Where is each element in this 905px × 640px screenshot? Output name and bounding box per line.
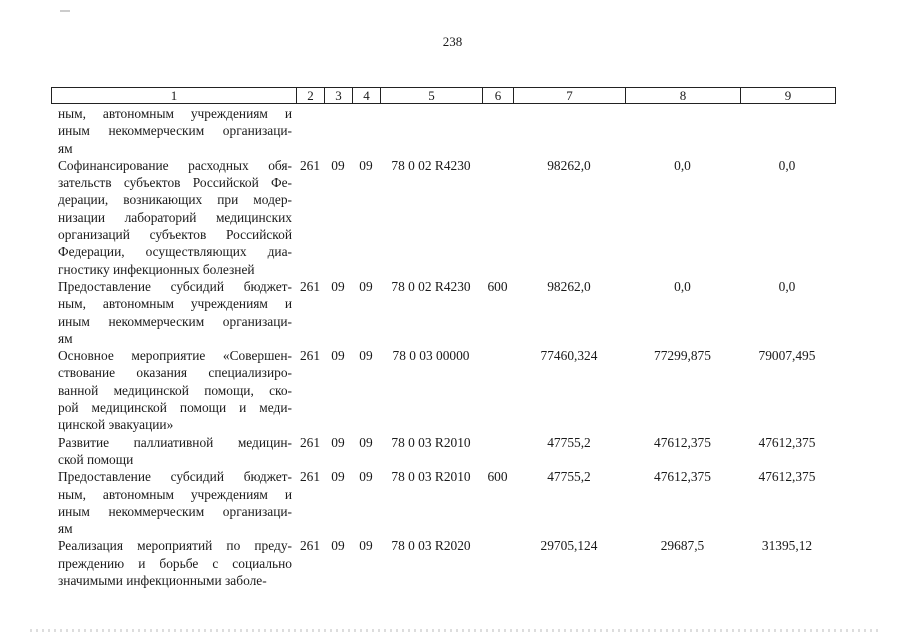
cell-c9: 79007,495	[758, 348, 816, 364]
row-description	[51, 537, 296, 589]
description-line: Основное мероприятие «Совершен-	[58, 348, 292, 364]
cell-c9: 47612,375	[758, 434, 816, 450]
header-col-5: 5	[381, 88, 483, 103]
header-col-3: 3	[325, 88, 353, 103]
cell-c4: 09	[359, 278, 373, 294]
description-line: Предоставление субсидий бюджет-	[58, 278, 292, 294]
cell-c6: 600	[487, 469, 508, 485]
description-line: иным некоммерческим организаци-	[58, 123, 292, 139]
header-col-7: 7	[514, 88, 626, 103]
cell-c4: 09	[359, 434, 373, 450]
description-line: гностику инфекционных болезней	[58, 261, 255, 277]
description-line: рой медицинской помощи и меди-	[58, 400, 292, 416]
description-line: ванной медицинской помощи, ско-	[58, 382, 292, 398]
cell-c9: 0,0	[778, 278, 796, 294]
description-line: Софинансирование расходных обя-	[58, 157, 292, 173]
cell-c7	[513, 105, 625, 157]
table-header-row	[51, 87, 836, 104]
description-line: иным некоммерческим организаци-	[58, 503, 292, 519]
description-line: дерации, возникающих при модер-	[58, 192, 292, 208]
cell-c4: 09	[359, 157, 373, 173]
cell-c5: 78 0 03 R2010	[391, 469, 471, 485]
cell-c8: 29687,5	[660, 538, 705, 554]
cell-c7: 98262,0	[547, 278, 591, 294]
page-number: 238	[442, 34, 463, 49]
cell-c7: 77460,324	[540, 348, 598, 364]
cell-c6	[482, 105, 513, 157]
header-col-1: 1	[52, 88, 297, 103]
description-line: значимыми инфекционными заболе-	[58, 573, 267, 589]
cell-c5: 78 0 03 R2010	[391, 434, 471, 450]
cell-c2: 261	[299, 278, 321, 294]
table-row	[51, 105, 834, 157]
table-row	[51, 278, 834, 347]
table-row	[51, 434, 834, 469]
scan-edge	[30, 629, 880, 632]
row-description	[51, 105, 296, 157]
cell-c4: 09	[359, 469, 373, 485]
cell-c3: 09	[331, 538, 345, 554]
cell-c6	[482, 537, 513, 589]
cell-c7: 98262,0	[547, 157, 591, 173]
description-line: иным некоммерческим организаци-	[58, 313, 292, 329]
cell-c5	[380, 105, 482, 157]
cell-c7: 29705,124	[540, 538, 598, 554]
cell-c2: 261	[299, 469, 321, 485]
cell-c8	[625, 105, 740, 157]
table-body	[51, 105, 834, 589]
description-line: ям	[58, 521, 73, 537]
cell-c3: 09	[331, 278, 345, 294]
cell-c5: 78 0 02 R4230	[391, 278, 471, 294]
row-description	[51, 278, 296, 347]
cell-c8: 0,0	[674, 278, 691, 294]
description-line: Федерации, осуществляющих диа-	[58, 244, 292, 260]
cell-c7: 47755,2	[547, 469, 591, 485]
cell-c9: 47612,375	[758, 469, 816, 485]
description-line: ской помощи	[58, 451, 134, 467]
cell-c4: 09	[359, 538, 373, 554]
row-description	[51, 468, 296, 537]
description-line: ным, автономным учреждениям и	[58, 296, 292, 312]
cell-c3	[324, 105, 352, 157]
table-row	[51, 347, 834, 433]
cell-c8: 0,0	[674, 157, 691, 173]
cell-c9: 31395,12	[761, 538, 813, 554]
cell-c6	[482, 347, 513, 433]
row-description	[51, 347, 296, 433]
table-row	[51, 468, 834, 537]
cell-c4: 09	[359, 348, 373, 364]
cell-c7: 47755,2	[547, 434, 591, 450]
description-line: цинской эвакуации»	[58, 417, 174, 433]
header-col-9: 9	[784, 88, 792, 103]
description-line: ным, автономным учреждениям и	[58, 486, 292, 502]
cell-c5: 78 0 03 R2020	[391, 538, 471, 554]
cell-c9	[740, 105, 834, 157]
description-line: преждению и борьбе с социально	[58, 555, 292, 571]
row-description	[51, 157, 296, 278]
cell-c5: 78 0 02 R4230	[391, 157, 471, 173]
cell-c2: 261	[299, 157, 321, 173]
cell-c6	[482, 157, 513, 278]
header-col-4: 4	[353, 88, 381, 103]
table-row	[51, 157, 834, 278]
description-line: ям	[58, 330, 73, 346]
table-row	[51, 537, 834, 589]
description-line: ствование оказания специализиро-	[58, 365, 292, 381]
cell-c6	[482, 434, 513, 469]
description-line: ным, автономным учреждениям и	[58, 106, 292, 121]
scan-mark	[60, 10, 70, 12]
cell-c3: 09	[331, 348, 345, 364]
cell-c8: 77299,875	[654, 348, 711, 364]
cell-c2: 261	[299, 434, 321, 450]
cell-c2: 261	[299, 348, 321, 364]
cell-c3: 09	[331, 434, 345, 450]
description-line: Реализация мероприятий по преду-	[58, 538, 292, 554]
row-description	[51, 434, 296, 469]
cell-c3: 09	[331, 157, 345, 173]
header-col-8: 8	[626, 88, 741, 103]
cell-c5: 78 0 03 00000	[392, 348, 470, 364]
description-line: зательств субъектов Российской Фе-	[58, 175, 292, 191]
cell-c8: 47612,375	[654, 469, 711, 485]
description-line: Развитие паллиативной медицин-	[58, 434, 292, 450]
header-col-2: 2	[297, 88, 325, 103]
header-col-6: 6	[483, 88, 514, 103]
cell-c8: 47612,375	[654, 434, 711, 450]
cell-c6: 600	[487, 278, 508, 294]
description-line: организаций субъектов Российской	[58, 227, 292, 243]
cell-c4	[352, 105, 380, 157]
description-line: Предоставление субсидий бюджет-	[58, 469, 292, 485]
cell-c3: 09	[331, 469, 345, 485]
cell-c2: 261	[299, 538, 321, 554]
description-line: низации лабораторий медицинских	[58, 209, 292, 225]
cell-c2	[296, 105, 324, 157]
description-line: ям	[58, 140, 73, 156]
cell-c9: 0,0	[778, 157, 796, 173]
